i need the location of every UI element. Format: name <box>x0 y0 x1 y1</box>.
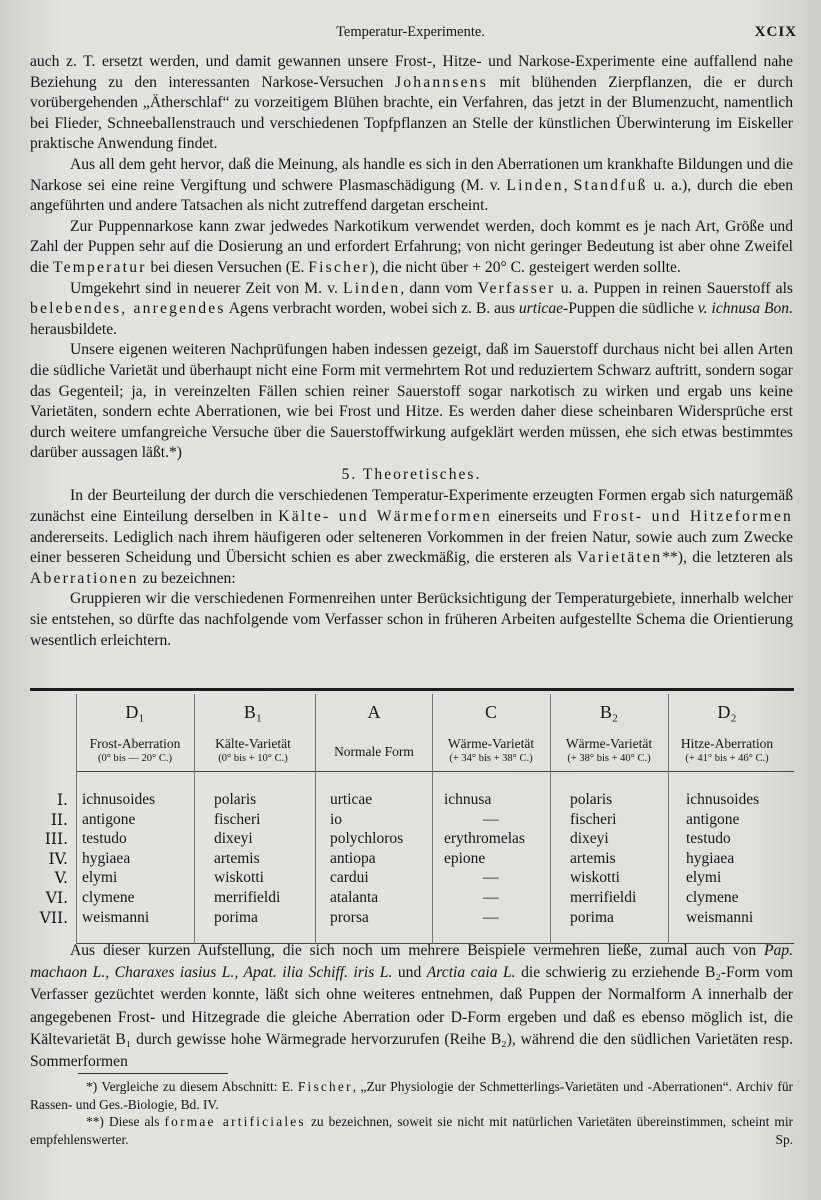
column-code: D₂ <box>717 702 737 722</box>
paragraph: auch z. T. ersetzt werden, und damit gewannen unsere Frost-, Hitze- und Narkose-Experimente eine auffallend nahe Beziehung zu den interessanten Narkose-Versuchen Johannsens mit blühenden Zierpflanzen, die er durch vorübergehenden „Ätherschlaf“ zu vorzeitigem Blühen brachte, ein Verfahren, das jetzt in der Blumenzucht, namentlich bei Flieder, Schneeballenstrauch und verschiedenen Topfpflanzen an Stelle der künstlichen Überwinterung im Eiskeller praktische Anwendung findet. <box>30 53 793 153</box>
row-number: V. <box>54 869 68 888</box>
table-cell: — <box>483 889 499 906</box>
table-cell: weismanni <box>686 908 754 926</box>
table-cell: artemis <box>570 849 616 867</box>
table-cell: antiopa <box>330 849 376 867</box>
column-code: A <box>367 702 381 722</box>
row-number: II. <box>50 810 68 829</box>
footnote: **) Diese als formae artificiales zu bezeichnen, soweit sie nicht mit natürlichen Varietäten übereinstimmen, scheint mir empfehlenswerter. Sp. <box>30 1114 793 1147</box>
column-label-text: Hitze-Aberration <box>680 736 774 751</box>
paragraph: In der Beurteilung der durch die verschiedenen Temperatur-Experimente erzeugten Formen ergab sich naturgemäß zunächst eine Einteilung derselben in Kälte- und Wärmeformen einerseits und Frost- und Hitzeformen andererseits. Lediglich nach ihrem häufigeren oder selteneren Vorkommen in der freien Natur, sowie auch zum Zwecke einer besseren Scheidung und Übersicht schien es aber zweckmäßig, die ersteren als Varietäten**), die letzteren als Aberrationen zu bezeichnen: <box>30 487 793 587</box>
table-cell: elymi <box>686 869 722 887</box>
column-label-text: Normale Form <box>334 744 414 759</box>
column-range: (+ 34° bis + 38° C.) <box>449 753 533 764</box>
table-cell: epione <box>444 849 486 867</box>
column-label-text: Kälte-Varietät <box>215 736 291 751</box>
table-cell: erythromelas <box>444 830 525 848</box>
column-label <box>194 736 312 766</box>
table-cell: clymene <box>82 889 135 906</box>
row-number: VI. <box>45 889 68 907</box>
table-header-rule <box>76 771 794 772</box>
table-cell: — <box>483 869 499 887</box>
paragraph: Unsere eigenen weiteren Nachprüfungen haben indessen gezeigt, daß im Sauerstoff durchaus nicht bei allen Arten die südliche Varietät und überhaupt nicht eine Form mit vermehrtem Rot und reduziertem Schwarz auftritt, sondern sogar das Gegenteil; ja, in vereinzelten Fällen schien reiner Sauerstoff sogar narkotisch zu wirken und ergab uns keine Varietäten, sondern echte Aberrationen, wie bei Frost und Hitze. Es werden daher diese scheinbaren Widersprüche erst durch weitere umfangreiche Versuche über die Sauerstoffwirkung aufgeklärt werden müssen, ehe sich etwas bestimmtes darüber aussagen läßt.*) <box>30 341 793 462</box>
table-cell: fischeri <box>214 810 261 828</box>
column-label <box>432 736 550 766</box>
table-cell: weismanni <box>82 908 150 926</box>
table-cell: polaris <box>570 791 613 808</box>
row-number: IV. <box>48 849 68 868</box>
table-cell: antigone <box>686 810 740 828</box>
column-label <box>668 736 786 766</box>
table-cell: testudo <box>82 830 127 848</box>
main-text <box>30 52 793 651</box>
column-label <box>315 744 433 759</box>
table-cell: polaris <box>214 791 257 808</box>
table-cell: elymi <box>82 869 118 887</box>
table-cell: io <box>330 810 343 828</box>
footnote-signature: Sp. <box>775 1131 793 1147</box>
column-label-text: Frost-Aberration <box>89 736 181 751</box>
column-label-text: Wärme-Varietät <box>565 736 653 751</box>
table-cell: dixeyi <box>570 830 609 848</box>
running-header <box>0 24 821 46</box>
column-code: B₁ <box>243 702 263 722</box>
table-cell: — <box>483 810 499 828</box>
table-cell: polychloros <box>330 830 404 848</box>
table-cell: urticae <box>330 791 373 808</box>
paragraph: Aus all dem geht hervor, daß die Meinung, als handle es sich in den Aberrationen um krankhafte Bildungen und die Narkose sei eine reine Vergiftung und schwere Plasmaschädigung (M. v. Linden, Standfuß u. a.), durch die eben angeführten und andere Tatsachen als nicht zutreffend dargetan erscheint. <box>30 155 794 215</box>
column-range: (0° bis + 10° C.) <box>218 753 288 764</box>
table-cell: ichnusoides <box>82 791 156 808</box>
table-cell: fischeri <box>570 810 617 828</box>
table-cell: antigone <box>82 810 136 828</box>
table-cell: cardui <box>330 869 369 887</box>
column-range: (0° bis — 20° C.) <box>97 753 173 764</box>
footnote-rule <box>78 1073 228 1074</box>
column-divider <box>668 694 669 944</box>
table-cell: ichnusa <box>444 791 492 808</box>
table-cell: merrifieldi <box>214 889 281 906</box>
table-top-rule <box>30 688 794 691</box>
table-cell: ichnusoides <box>686 791 760 808</box>
column-divider <box>432 694 433 944</box>
paragraph: Gruppieren wir die verschiedenen Formenreihen unter Berücksichtigung der Temperaturgebiete, innerhalb welcher sie entstehen, so dürfte das nachfolgende vom Verfasser schon in früheren Arbeiten aufgestellte Schema die Orientierung wesentlich erleichtern. <box>30 590 793 649</box>
table-cell: atalanta <box>330 889 379 906</box>
running-title: Temperatur-Experimente. <box>336 24 485 40</box>
column-divider <box>76 694 77 944</box>
forms-table <box>30 688 794 950</box>
table-cell: artemis <box>214 849 260 867</box>
row-number: VII. <box>39 908 68 927</box>
table-cell: wiskotti <box>214 869 264 887</box>
table-cell: hygiaea <box>82 849 131 867</box>
table-cell: prorsa <box>330 908 369 926</box>
column-range: (+ 41° bis + 46° C.) <box>685 753 769 764</box>
column-divider <box>550 694 551 944</box>
column-label <box>76 736 194 766</box>
table-cell: hygiaea <box>686 849 735 867</box>
table-cell: clymene <box>686 889 739 906</box>
section-heading: 5. Theoretisches. <box>341 465 482 483</box>
row-number: I. <box>56 791 68 809</box>
column-label <box>550 736 668 766</box>
column-divider <box>194 694 195 944</box>
table-cell: dixeyi <box>214 830 253 848</box>
footnote: *) Vergleiche zu diesem Abschnitt: E. Fischer, „Zur Physiologie der Schmetterlings-Varietäten und -Aberrationen“. Archiv für Rassen- und Ges.-Biologie, Bd. IV. <box>30 1079 794 1112</box>
footnotes <box>30 1078 793 1148</box>
row-number: III. <box>44 830 68 849</box>
table-cell: testudo <box>686 830 731 848</box>
column-range: (+ 38° bis + 40° C.) <box>567 753 651 764</box>
table-cell: merrifieldi <box>570 889 637 906</box>
column-code: C <box>484 702 497 722</box>
column-divider <box>315 694 316 944</box>
table-cell: porima <box>570 908 614 926</box>
table-cell: — <box>483 908 499 926</box>
paragraph: Umgekehrt sind in neuerer Zeit von M. v. Linden, dann vom Verfasser u. a. Puppen in reinen Sauerstoff als belebendes, anregendes Agens verbracht worden, wobei sich z. B. aus urticae-Puppen die südliche v. ichnusa Bon. herausbildete. <box>30 279 794 338</box>
column-label-text: Wärme-Varietät <box>447 736 535 751</box>
column-code: D₁ <box>125 702 145 722</box>
paragraph: Aus dieser kurzen Aufstellung, die sich noch um mehrere Beispiele vermehren ließe, zumal auch von Pap. machaon L., Charaxes iasius L., Apat. ilia Schiff. iris L. und Arctia caia L. die schwierig zu erziehende B₂-Form vom Verfasser gezüchtet werden konnte, läßt sich ohne weiteres entnehmen, daß Puppen der Normalform A innerhalb der angegebenen Frost- und Hitzegrade die gleiche Aberration oder D-Form ergeben und daß es ebenso möglich ist, die Kältevarietät B₁ durch gewisse hohe Wärmegrade hervorzurufen (Reihe B₂), während die den südlichen Varietäten resp. Sommerformen <box>30 942 794 1071</box>
paragraph: Zur Puppennarkose kann zwar jedwedes Narkotikum verwendet werden, doch kommt es je nach Art, Größe und Zahl der Puppen sehr auf die Dosierung an und erfordert Erfahrung; von nicht geringer Bedeutung ist aber ohne Zweifel die Temperatur bei diesen Versuchen (E. Fischer), die nicht über + 20° C. gesteigert werden sollte. <box>30 217 793 276</box>
table-cell: wiskotti <box>570 869 620 887</box>
page-number: XCIX <box>754 24 797 40</box>
continuation-text <box>30 940 793 1073</box>
column-code: B₂ <box>599 702 619 722</box>
table-cell: porima <box>214 908 258 926</box>
